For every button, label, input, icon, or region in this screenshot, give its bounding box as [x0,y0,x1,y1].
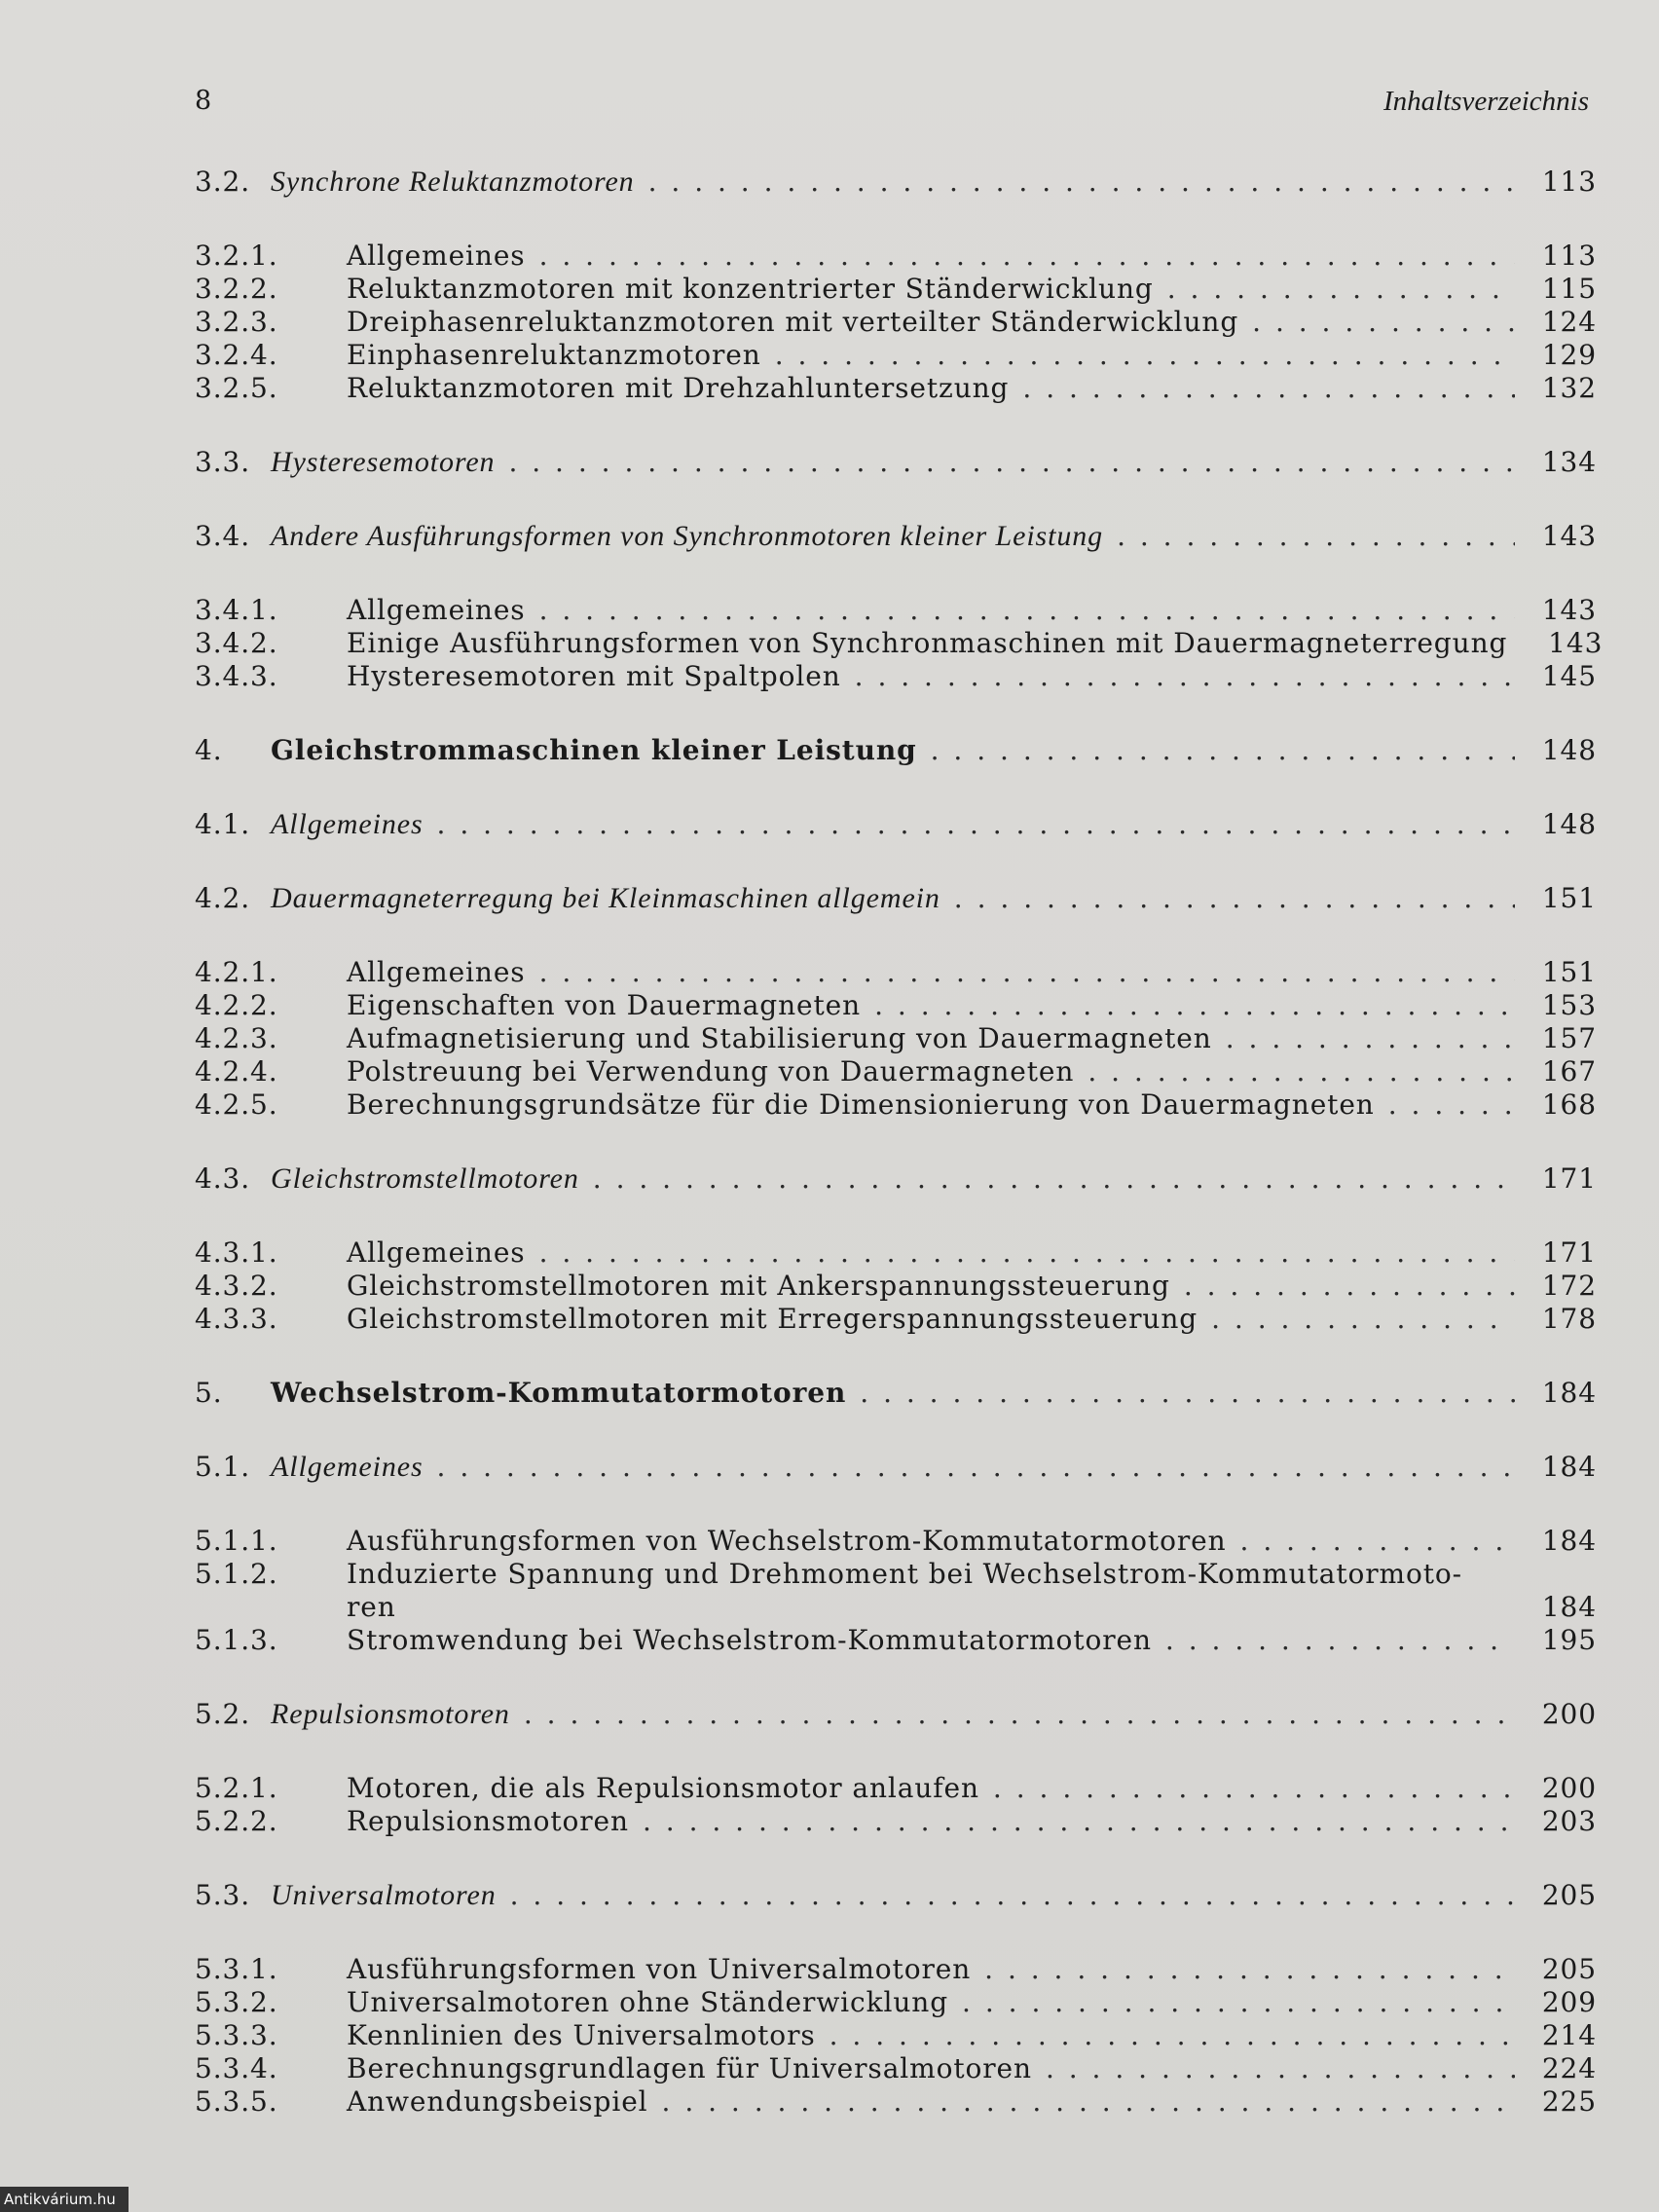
toc-entry-number: 3.4.3. [195,660,278,692]
dot-leader [539,956,1515,988]
toc-entry-number: 5.3. [195,1879,251,1911]
toc-entry-page: 205 [1541,1953,1597,1985]
toc-entry-continuation [195,1591,1597,1624]
toc-entry [195,1270,1597,1303]
toc-entry-page: 203 [1541,1805,1597,1837]
dot-leader [643,1805,1515,1837]
toc-entry [195,1022,1597,1055]
toc-entry-number: 4.2.4. [195,1055,278,1088]
section-gap [195,1657,1597,1698]
toc-entry [195,1879,1597,1912]
dot-leader [931,734,1515,766]
dot-leader [662,2085,1515,2118]
toc-entry-number: 3.2.5. [195,372,278,404]
toc-entry-number: 5.1.1. [195,1525,278,1557]
toc-entry [195,520,1597,553]
toc-entry [195,660,1597,693]
toc-entry [195,627,1604,660]
toc-entry-title: Einphasenreluktanzmotoren [347,339,761,371]
toc-entry-number: 5.1.3. [195,1624,278,1656]
toc-entry-page: 178 [1541,1303,1597,1335]
toc-entry-title: Hysteresemotoren [271,446,496,478]
toc-entry-number: 5.3.3. [195,2019,278,2051]
toc-entry-page: 172 [1541,1270,1597,1302]
toc-entry [195,2019,1597,2052]
toc-entry [195,734,1597,767]
toc-entry [195,1986,1597,2019]
toc-entry [195,446,1597,479]
toc-entry-title: Gleichstromstellmotoren [271,1162,579,1195]
toc-entry-title: Einige Ausführungsformen von Synchronmaschinen mit Dauermagneterregung [347,627,1508,659]
toc-entry [195,1303,1597,1336]
toc-entry-title: Gleichstromstellmotoren mit Ankerspannungssteuerung [347,1270,1170,1302]
toc-entry-number: 4.3.3. [195,1303,278,1335]
toc-entry [195,1451,1597,1484]
dot-leader [775,339,1515,371]
toc-entry-page: 200 [1541,1772,1597,1804]
toc-entry-page: 113 [1541,240,1597,272]
section-gap [195,915,1597,956]
toc-entry-title: Aufmagnetisierung und Stabilisierung von Dauermagneten [347,1022,1212,1054]
section-gap [195,1731,1597,1772]
toc-entry [195,1236,1597,1270]
toc-entry-page: 129 [1541,339,1597,371]
toc-entry-title: Andere Ausführungsformen von Synchronmotoren kleiner Leistung [271,520,1104,552]
section-gap [195,405,1597,446]
toc-entry [195,2052,1597,2085]
toc-entry [195,594,1597,627]
toc-entry-number: 5.1. [195,1451,251,1483]
dot-leader [1226,1022,1515,1054]
toc-entry [195,306,1597,339]
toc-entry-page: 168 [1541,1088,1597,1121]
toc-entry-title: Induzierte Spannung und Drehmoment bei Wechselstrom-Kommutatormoto- [347,1558,1463,1590]
toc-entry [195,956,1597,989]
toc-entry-page: 115 [1541,273,1597,305]
section-gap [195,1196,1597,1236]
toc-entry-page: 124 [1541,306,1597,338]
toc-entry-page: 171 [1541,1236,1597,1269]
section-gap [195,553,1597,594]
dot-leader [1167,273,1515,305]
toc-entry-number: 5.3.2. [195,1986,278,2018]
toc-entry-number: 4.3. [195,1162,251,1195]
toc-entry [195,808,1597,841]
toc-entry-page: 143 [1548,627,1604,659]
toc-entry-page: 151 [1541,956,1597,988]
toc-entry-number: 5.1.2. [195,1558,278,1590]
toc-entry [195,166,1597,199]
dot-leader [830,2019,1515,2051]
toc-entry-title: Allgemeines [347,1236,526,1269]
section-gap [195,1410,1597,1451]
section-gap [195,1336,1597,1377]
toc-entry-number: 4.2.2. [195,989,278,1021]
toc-entry-title: Gleichstrommaschinen kleiner Leistung [271,734,917,766]
running-head: Inhaltsverzeichnis [1382,86,1589,117]
dot-leader [984,1953,1515,1985]
toc-entry-title: Berechnungsgrundlagen für Universalmotoren [347,2052,1032,2084]
section-gap [195,1484,1597,1525]
toc-entry-number: 5.3.5. [195,2085,278,2118]
section-gap [195,841,1597,882]
toc-entry-number: 3.3. [195,446,251,478]
toc-entry-number: 4.2. [195,882,251,914]
toc-entry-page: 151 [1541,882,1597,914]
toc-entry-title: Allgemeines [347,594,526,626]
toc-entry-title: Repulsionsmotoren [271,1698,510,1730]
toc-entry [195,1805,1597,1838]
toc-entry [195,2085,1597,2119]
toc-entry-title: Gleichstromstellmotoren mit Erregerspannungssteuerung [347,1303,1198,1335]
dot-leader [874,989,1515,1021]
toc-entry-page: 148 [1541,734,1597,766]
toc-entry-title: Allgemeines [347,956,526,988]
toc-entry-page: 148 [1541,808,1597,840]
toc-entry-number: 5. [195,1377,223,1409]
dot-leader [508,446,1515,478]
toc-entry-title: Eigenschaften von Dauermagneten [347,989,862,1021]
dot-leader [510,1879,1515,1911]
toc-entry-page: 184 [1541,1451,1597,1483]
toc-entry-number: 3.4.1. [195,594,278,626]
toc-entry-title: Universalmotoren ohne Ständerwicklung [347,1986,949,2018]
table-of-contents [195,166,1604,2119]
toc-entry [195,1377,1597,1410]
toc-entry [195,1772,1597,1805]
dot-leader [539,1236,1515,1269]
dot-leader [855,660,1515,692]
dot-leader [1252,306,1515,338]
toc-entry-page: 195 [1541,1624,1597,1656]
dot-leader [1211,1303,1515,1335]
toc-entry-page: 184 [1541,1591,1597,1623]
section-gap [195,1122,1597,1162]
page-header [195,86,1589,125]
toc-entry-title: Ausführungsformen von Universalmotoren [347,1953,972,1985]
toc-entry-title: Berechnungsgrundsätze für die Dimensionierung von Dauermagneten [347,1088,1375,1121]
toc-entry [195,1525,1597,1558]
toc-entry-page: 205 [1541,1879,1597,1911]
toc-entry-number: 5.2.1. [195,1772,278,1804]
section-gap [195,767,1597,808]
toc-entry [195,240,1597,273]
section-gap [195,693,1597,734]
toc-entry-title: Ausführungsformen von Wechselstrom-Kommutatormotoren [347,1525,1227,1557]
toc-entry-number: 3.2. [195,166,251,198]
toc-entry-page: 209 [1541,1986,1597,2018]
toc-entry-number: 3.4. [195,520,251,552]
dot-leader [524,1698,1515,1730]
toc-entry-number: 3.2.3. [195,306,278,338]
toc-entry-title: Reluktanzmotoren mit Drehzahluntersetzung [347,372,1010,404]
toc-entry-page: 113 [1541,166,1597,198]
dot-leader [954,882,1515,914]
watermark-label: Antikvárium.hu [0,2187,129,2212]
toc-entry-page: 200 [1541,1698,1597,1730]
toc-entry-page: 157 [1541,1022,1597,1054]
dot-leader [539,594,1515,626]
toc-entry-title: Hysteresemotoren mit Spaltpolen [347,660,841,692]
toc-entry-page: 171 [1541,1162,1597,1195]
toc-entry-title-continuation: ren [347,1591,396,1623]
dot-leader [539,240,1515,272]
dot-leader [1088,1055,1515,1088]
toc-entry-number: 3.4.2. [195,627,278,659]
dot-leader [1117,520,1515,552]
toc-entry-page: 153 [1541,989,1597,1021]
toc-entry-title: Kennlinien des Universalmotors [347,2019,816,2051]
toc-entry-title: Repulsionsmotoren [347,1805,629,1837]
toc-entry-title: Dauermagneterregung bei Kleinmaschinen allgemein [271,882,940,914]
toc-entry-page: 145 [1541,660,1597,692]
toc-entry [195,1162,1597,1196]
toc-entry-number: 5.3.4. [195,2052,278,2084]
toc-entry-title: Dreiphasenreluktanzmotoren mit verteilter Ständerwicklung [347,306,1239,338]
section-gap [195,1838,1597,1879]
dot-leader [437,808,1515,840]
toc-entry-title: Reluktanzmotoren mit konzentrierter Ständerwicklung [347,273,1154,305]
toc-entry-page: 225 [1541,2085,1597,2118]
toc-entry-number: 3.2.1. [195,240,278,272]
toc-entry-number: 4.2.5. [195,1088,278,1121]
toc-entry-title: Stromwendung bei Wechselstrom-Kommutatormotoren [347,1624,1152,1656]
toc-entry-number: 4.2.3. [195,1022,278,1054]
dot-leader [1184,1270,1515,1302]
toc-entry-number: 5.2.2. [195,1805,278,1837]
toc-entry [195,273,1597,306]
toc-entry [195,1624,1597,1657]
toc-entry-title: Wechselstrom-Kommutatormotoren [271,1377,847,1409]
toc-entry [195,1558,1597,1591]
toc-entry-page: 143 [1541,594,1597,626]
toc-entry-page: 184 [1541,1525,1597,1557]
toc-entry-number: 3.2.4. [195,339,278,371]
toc-entry-page: 167 [1541,1055,1597,1088]
toc-entry-number: 5.2. [195,1698,251,1730]
toc-entry-number: 4. [195,734,223,766]
dot-leader [648,166,1515,198]
dot-leader [1388,1088,1515,1121]
section-gap [195,479,1597,520]
dot-leader [593,1162,1515,1195]
dot-leader [1022,372,1515,404]
toc-entry-title: Allgemeines [347,240,526,272]
toc-entry [195,989,1597,1022]
toc-entry-title: Anwendungsbeispiel [347,2085,648,2118]
toc-entry [195,339,1597,372]
toc-entry-page: 214 [1541,2019,1597,2051]
dot-leader [437,1451,1515,1483]
toc-entry-title: Allgemeines [271,808,424,840]
toc-entry-page: 143 [1541,520,1597,552]
toc-entry [195,1055,1597,1088]
toc-entry [195,882,1597,915]
dot-leader [993,1772,1515,1804]
toc-entry-title: Polstreuung bei Verwendung von Dauermagneten [347,1055,1075,1088]
toc-entry [195,1953,1597,1986]
toc-entry-number: 4.2.1. [195,956,278,988]
toc-entry-page: 132 [1541,372,1597,404]
dot-leader [1046,2052,1515,2084]
toc-entry-number: 4.3.1. [195,1236,278,1269]
section-gap [195,199,1597,240]
toc-entry-title: Allgemeines [271,1451,424,1483]
toc-entry-title: Synchrone Reluktanzmotoren [271,166,635,198]
toc-entry-page: 134 [1541,446,1597,478]
dot-leader [860,1377,1515,1409]
dot-leader [1240,1525,1515,1557]
toc-entry-title: Motoren, die als Repulsionsmotor anlaufen [347,1772,979,1804]
toc-entry-number: 4.1. [195,808,251,840]
toc-entry [195,372,1597,405]
toc-entry-number: 5.3.1. [195,1953,278,1985]
toc-entry-page: 184 [1541,1377,1597,1409]
dot-leader [962,1986,1515,2018]
toc-entry-number: 3.2.2. [195,273,278,305]
page-number: 8 [195,86,212,116]
toc-entry [195,1088,1597,1122]
dot-leader [1165,1624,1515,1656]
toc-entry-page: 224 [1541,2052,1597,2084]
toc-entry-title: Universalmotoren [271,1879,497,1911]
toc-entry [195,1698,1597,1731]
toc-entry-number: 4.3.2. [195,1270,278,1302]
section-gap [195,1912,1597,1953]
